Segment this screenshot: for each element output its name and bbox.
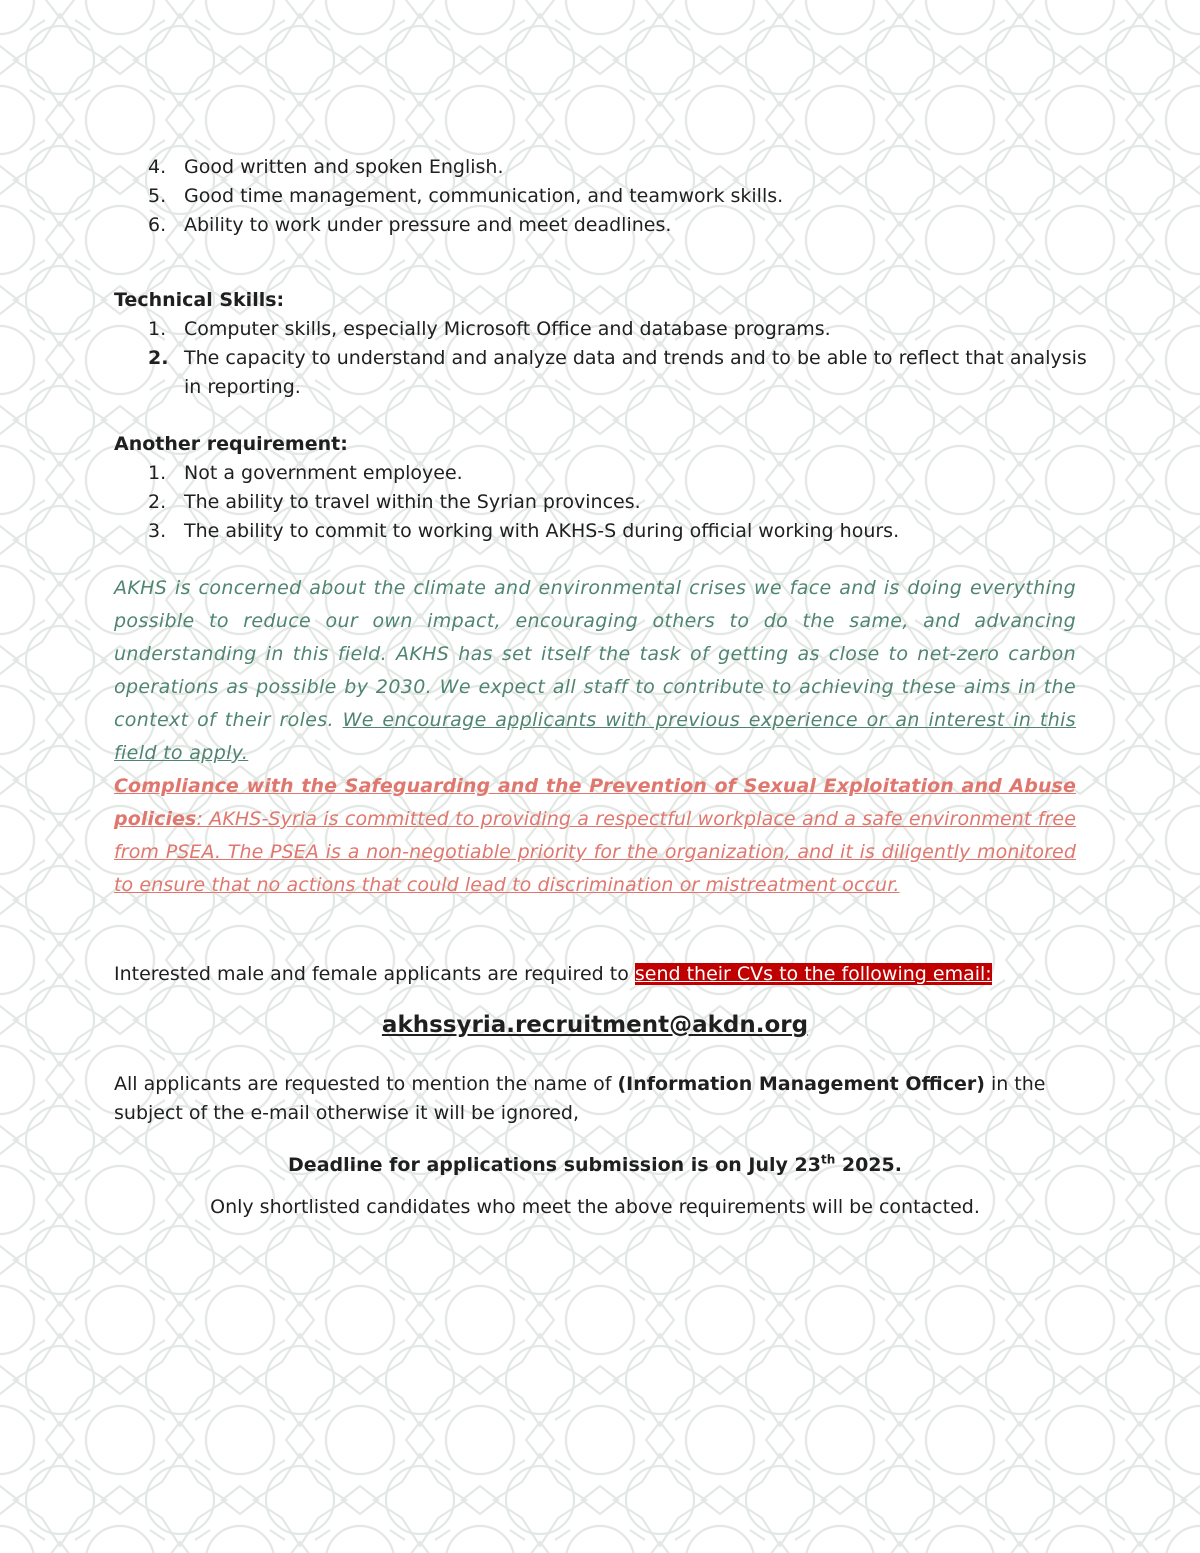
skills-list-continued bbox=[140, 153, 1100, 240]
list-number: 1. bbox=[148, 318, 167, 340]
climate-statement bbox=[114, 572, 1076, 770]
list-number: 1. bbox=[148, 462, 167, 484]
list-item-text: Ability to work under pressure and meet deadlines. bbox=[184, 214, 672, 236]
list-item bbox=[140, 153, 1100, 182]
list-number: 2. bbox=[148, 347, 169, 369]
list-item bbox=[140, 182, 1100, 211]
list-item-text: The ability to commit to working with AKHS-S during official working hours. bbox=[184, 520, 900, 542]
list-item-text: Computer skills, especially Microsoft Office and database programs. bbox=[184, 318, 831, 340]
list-item bbox=[140, 344, 1100, 402]
list-number: 6. bbox=[148, 214, 167, 236]
list-item bbox=[140, 211, 1100, 240]
shortlist-note: Only shortlisted candidates who meet the above requirements will be contacted. bbox=[210, 1196, 980, 1218]
psea-colon: : bbox=[196, 808, 203, 830]
list-number: 5. bbox=[148, 185, 167, 207]
list-item-text: Not a government employee. bbox=[184, 462, 463, 484]
list-number: 2. bbox=[148, 491, 167, 513]
deadline-prefix: Deadline for applications submission is on July 23 bbox=[288, 1154, 821, 1176]
list-item-text: The ability to travel within the Syrian provinces. bbox=[184, 491, 641, 513]
another-requirement-heading: Another requirement: bbox=[114, 433, 348, 455]
apply-highlight: send their CVs to the following email: bbox=[634, 963, 992, 985]
recruitment-email-link[interactable]: akhssyria.recruitment@akdn.org bbox=[381, 1012, 809, 1038]
list-number: 4. bbox=[148, 156, 167, 178]
climate-apply-note: We encourage applicants with previous experience or an interest in this field to apply. bbox=[114, 709, 1077, 764]
position-title: (Information Management Officer) bbox=[617, 1073, 985, 1095]
psea-statement bbox=[114, 770, 1076, 902]
technical-skills-list bbox=[140, 315, 1100, 402]
climate-text: AKHS is concerned about the climate and environmental crises we face and is doing everything possible to reduce our own impact, encouraging others to do the same, and advancing understanding in this field. AKHS has set itself the task of getting as close to net-zero carbon operations as possible by 2030. We expect all staff to contribute to achieving these aims in the context of their roles. bbox=[114, 577, 1076, 731]
psea-title: Compliance with the Safeguarding and the Prevention of Sexual Exploitation and Abuse policies bbox=[114, 775, 1076, 830]
another-requirement-list bbox=[140, 459, 1100, 546]
list-item-text: Good written and spoken English. bbox=[184, 156, 504, 178]
list-item-text: The capacity to understand and analyze data and trends and to be able to reflect that analysis in reporting. bbox=[184, 347, 1087, 398]
apply-prefix: Interested male and female applicants are required to bbox=[114, 963, 635, 985]
list-item bbox=[140, 517, 1100, 546]
subject-note-prefix: All applicants are requested to mention the name of bbox=[114, 1073, 618, 1095]
list-item bbox=[140, 488, 1100, 517]
list-number: 3. bbox=[148, 520, 167, 542]
psea-text: AKHS-Syria is committed to providing a respectful workplace and a safe environment free from PSEA. The PSEA is a non-negotiable priority for the organization, and it is diligently monitored to ensure that no actions that could lead to discrimination or mistreatment occur. bbox=[114, 808, 1076, 896]
subject-note bbox=[114, 1070, 1078, 1128]
technical-skills-heading: Technical Skills: bbox=[114, 289, 285, 311]
subject-note-suffix: in the subject of the e-mail otherwise it will be ignored, bbox=[114, 1073, 1046, 1124]
apply-instruction bbox=[114, 960, 1084, 989]
list-item-text: Good time management, communication, and teamwork skills. bbox=[184, 185, 784, 207]
deadline-suffix: 2025. bbox=[835, 1154, 902, 1176]
deadline-sup: th bbox=[820, 1152, 836, 1167]
list-item bbox=[140, 315, 1100, 344]
list-item bbox=[140, 459, 1100, 488]
deadline-line bbox=[0, 1151, 1190, 1180]
